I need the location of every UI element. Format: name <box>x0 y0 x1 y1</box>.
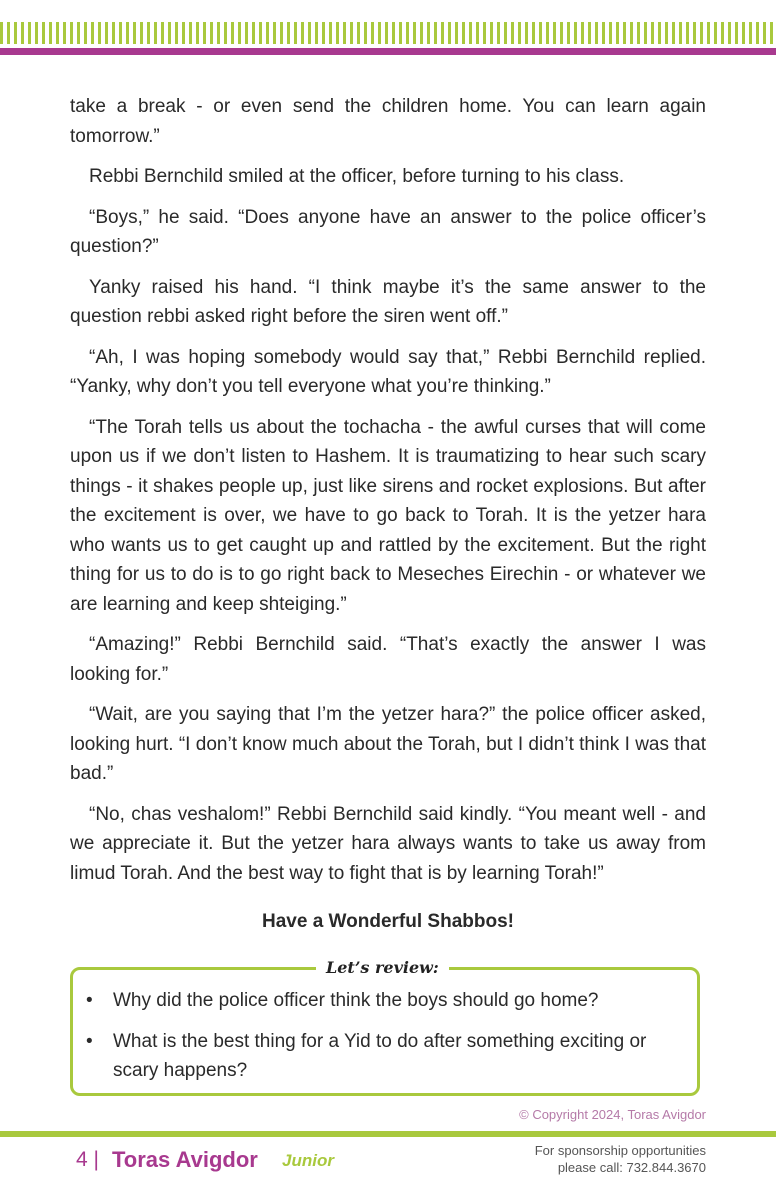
bullet-icon: • <box>86 1030 93 1052</box>
story-paragraph: “Boys,” he said. “Does anyone have an answer to the police officer’s question?” <box>70 206 706 257</box>
page-number: 4 | <box>76 1148 99 1171</box>
review-question <box>86 1027 686 1086</box>
story-paragraph: Yanky raised his hand. “I think maybe it’s the same answer to the question rebbi asked right before the siren went off.” <box>70 276 706 327</box>
bullet-icon: • <box>86 990 93 1011</box>
story-paragraph: “No, chas veshalom!” Rebbi Bernchild said kindly. “You meant well - and we appreciate it. But the yetzer hara always wants to take us away from limud Torah. And the best way to fight that is by learning Torah!” <box>70 803 706 884</box>
story-paragraph: Rebbi Bernchild smiled at the officer, before turning to his class. <box>89 166 625 187</box>
sponsorship-phone: please call: 732.844.3670 <box>557 1160 706 1175</box>
header-rule <box>0 48 776 55</box>
review-question-text: What is the best thing for a Yid to do after something exciting or scary happens? <box>113 1030 647 1081</box>
story-paragraph: “Ah, I was hoping somebody would say that,” Rebbi Bernchild replied. “Yanky, why don’t you tell everyone what you’re thinking.” <box>70 346 706 397</box>
review-question-text: Why did the police officer think the boys should go home? <box>113 990 599 1011</box>
review-title: Let’s review: <box>316 957 449 979</box>
story-paragraph: “Wait, are you saying that I’m the yetzer hara?” the police officer asked, looking hurt. “I don’t know much about the Torah, but I didn’t think I was that bad.” <box>70 704 706 784</box>
copyright: © Copyright 2024, Toras Avigdor <box>519 1107 706 1122</box>
closing-line: Have a Wonderful Shabbos! <box>262 911 514 932</box>
story-paragraph: “Amazing!” Rebbi Bernchild said. “That’s exactly the answer I was looking for.” <box>70 634 706 685</box>
story-paragraph: take a break - or even send the children home. You can learn again tomorrow.” <box>70 96 706 147</box>
review-list <box>86 986 686 1097</box>
footer-rule <box>0 1131 776 1137</box>
story-paragraph: “The Torah tells us about the tochacha - the awful curses that will come upon us if we don’t listen to Hashem. It is traumatizing to hear such scary things - it shakes people up, just like sirens and rocket explosions. But after the excitement is over, we have to go back to Torah. It is the yetzer hara who wants us to get caught up and rattled by the excitement. But the right thing for us to do is to go right back to Meseches Eirechin - or whatever we are learning and keep shteiging.” <box>70 416 706 615</box>
brand-subtitle: Junior <box>282 1151 334 1170</box>
story-text <box>70 92 706 899</box>
sponsorship-line: For sponsorship opportunities <box>534 1143 706 1158</box>
sponsorship-info <box>535 1142 706 1176</box>
brand-name: Toras Avigdor <box>112 1147 258 1172</box>
review-question <box>86 986 686 1016</box>
header-tick-border <box>0 22 776 44</box>
